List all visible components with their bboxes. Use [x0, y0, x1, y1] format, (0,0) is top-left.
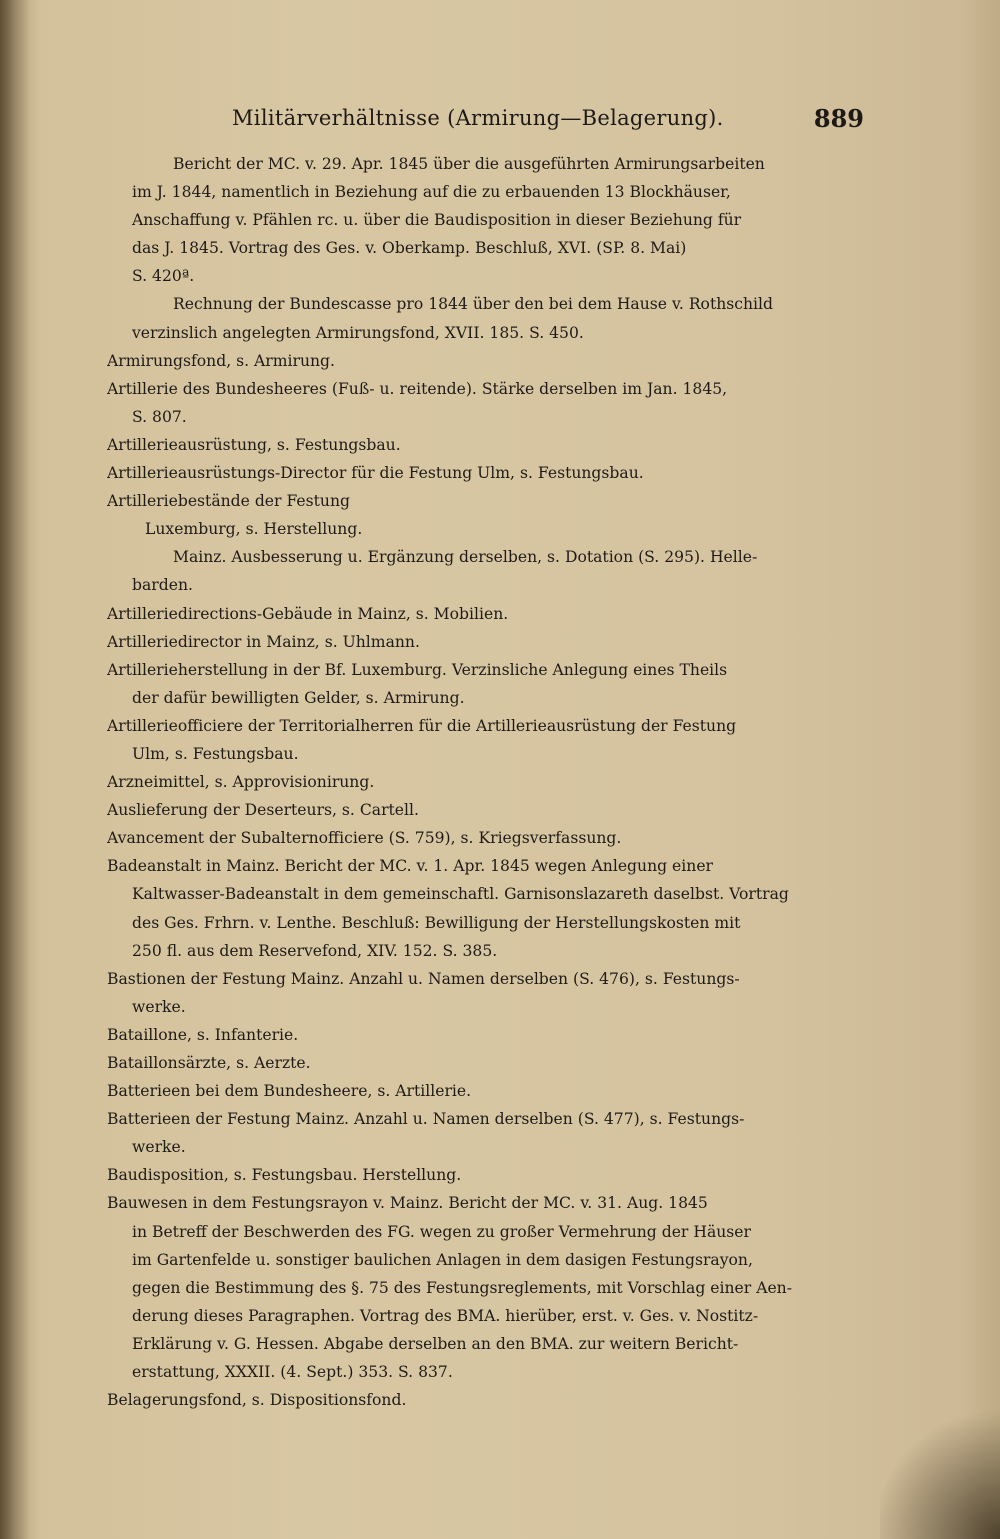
entry-line: im J. 1844, namentlich in Beziehung auf die zu erbauenden 13 Blockhäuser, — [132, 183, 731, 202]
entry-line: Batterieen bei dem Bundesheere, s. Artillerie. — [107, 1082, 472, 1101]
index-entry — [107, 656, 867, 712]
header-title: Militärverhältnisse (Armirung—Belagerung). — [232, 106, 724, 130]
entry-line: Artilleriebestände der Festung — [107, 492, 350, 511]
entry-line: in Betreff der Beschwerden des FG. wegen zu großer Vermehrung der Häuser — [132, 1222, 751, 1241]
entry-line: Auslieferung der Deserteurs, s. Cartell. — [107, 801, 419, 820]
index-entry — [107, 965, 867, 1021]
index-entry — [107, 459, 867, 487]
entry-line: Bastionen der Festung Mainz. Anzahl u. Namen derselben (S. 476), s. Festungs- — [107, 969, 740, 988]
entry-line: Artillerie des Bundesheeres (Fuß- u. reitende). Stärke derselben im Jan. 1845, — [107, 379, 728, 398]
index-entry — [107, 1049, 867, 1077]
entry-line: Arzneimittel, s. Approvisionirung. — [107, 773, 375, 792]
entry-line: barden. — [132, 576, 193, 595]
entry-line: Baudisposition, s. Festungsbau. Herstellung. — [107, 1166, 462, 1185]
running-header — [232, 106, 864, 138]
gutter-shadow — [0, 0, 30, 1539]
index-entry — [107, 768, 867, 796]
index-entry — [107, 712, 867, 768]
entry-line: Rechnung der Bundescasse pro 1844 über den bei dem Hause v. Rothschild — [173, 295, 773, 314]
entry-line: Bauwesen in dem Festungsrayon v. Mainz. Bericht der MC. v. 31. Aug. 1845 — [107, 1194, 708, 1213]
index-entry — [107, 600, 867, 628]
index-entry — [107, 1077, 867, 1105]
index-entry — [107, 628, 867, 656]
entry-line: Artillerieherstellung in der Bf. Luxemburg. Verzinsliche Anlegung eines Theils — [107, 660, 728, 679]
index-entry — [107, 1386, 867, 1414]
index-entry — [107, 824, 867, 852]
index-entry — [107, 852, 867, 964]
entry-line: des Ges. Frhrn. v. Lenthe. Beschluß: Bewilligung der Herstellungskosten mit — [132, 913, 741, 932]
entry-line: derung dieses Paragraphen. Vortrag des BMA. hierüber, erst. v. Ges. v. Nostitz- — [132, 1306, 759, 1325]
entry-line: Luxemburg, s. Herstellung. — [145, 520, 363, 539]
entry-line: Mainz. Ausbesserung u. Ergänzung derselben, s. Dotation (S. 295). Helle- — [173, 548, 758, 567]
entry-line: im Gartenfelde u. sonstiger baulichen Anlagen in dem dasigen Festungsrayon, — [132, 1250, 753, 1269]
entry-line: Kaltwasser-Badeanstalt in dem gemeinschaftl. Garnisonslazareth daselbst. Vortrag — [132, 885, 789, 904]
entry-line: Anschaffung v. Pfählen rc. u. über die Baudisposition in dieser Beziehung für — [132, 211, 742, 230]
entry-line: Armirungsfond, s. Armirung. — [107, 351, 335, 370]
index-entry — [107, 487, 867, 515]
index-entry — [107, 543, 867, 599]
entry-line: Bataillone, s. Infanterie. — [107, 1025, 299, 1044]
entry-line: werke. — [132, 1138, 186, 1157]
index-entry — [107, 1161, 867, 1189]
entry-line: Badeanstalt in Mainz. Bericht der MC. v. 1. Apr. 1845 wegen Anlegung einer — [107, 857, 713, 876]
entry-line: Ulm, s. Festungsbau. — [132, 744, 299, 763]
page-number: 889 — [813, 104, 864, 133]
index-entry — [107, 290, 867, 346]
entry-line: erstattung, XXXII. (4. Sept.) 353. S. 837. — [132, 1363, 453, 1382]
entry-line: Bericht der MC. v. 29. Apr. 1845 über die ausgeführten Armirungsarbeiten — [173, 155, 765, 173]
index-entry — [107, 1189, 867, 1386]
entry-line: Artilleriedirector in Mainz, s. Uhlmann. — [107, 632, 420, 651]
index-body — [107, 150, 867, 1414]
entry-line: Artilleriedirections-Gebäude in Mainz, s. Mobilien. — [107, 604, 509, 623]
entry-line: verzinslich angelegten Armirungsfond, XVII. 185. S. 450. — [132, 323, 584, 342]
entry-line: gegen die Bestimmung des §. 75 des Festungsreglements, mit Vorschlag einer Aen- — [132, 1278, 792, 1297]
entry-line: Artillerieausrüstungs-Director für die Festung Ulm, s. Festungsbau. — [107, 464, 644, 483]
entry-line: der dafür bewilligten Gelder, s. Armirung. — [132, 688, 465, 707]
index-entry — [107, 796, 867, 824]
entry-line: Bataillonsärzte, s. Aerzte. — [107, 1054, 311, 1072]
entry-line: 250 fl. aus dem Reservefond, XIV. 152. S. 385. — [132, 941, 498, 960]
index-entry — [107, 515, 867, 543]
index-entry — [107, 347, 867, 375]
entry-line: Belagerungsfond, s. Dispositionsfond. — [107, 1391, 407, 1410]
entry-line: Artillerieausrüstung, s. Festungsbau. — [107, 435, 401, 454]
index-entry — [107, 1021, 867, 1049]
index-entry — [107, 375, 867, 431]
entry-line: Erklärung v. G. Hessen. Abgabe derselben an den BMA. zur weitern Bericht- — [132, 1334, 739, 1353]
entry-line: werke. — [132, 997, 186, 1016]
entry-line: das J. 1845. Vortrag des Ges. v. Oberkamp. Beschluß, XVI. (SP. 8. Mai) — [132, 239, 687, 258]
entry-line: Avancement der Subalternofficiere (S. 759), s. Kriegsverfassung. — [107, 829, 622, 848]
entry-line: Batterieen der Festung Mainz. Anzahl u. Namen derselben (S. 477), s. Festungs- — [107, 1110, 745, 1129]
entry-line: Artillerieofficiere der Territorialherren für die Artillerieausrüstung der Festung — [107, 716, 737, 735]
entry-line: S. 807. — [132, 407, 187, 426]
index-entry — [107, 150, 867, 290]
corner-stain — [880, 1399, 1000, 1539]
index-entry — [107, 1105, 867, 1161]
entry-line: S. 420ª. — [132, 267, 195, 286]
index-entry — [107, 431, 867, 459]
